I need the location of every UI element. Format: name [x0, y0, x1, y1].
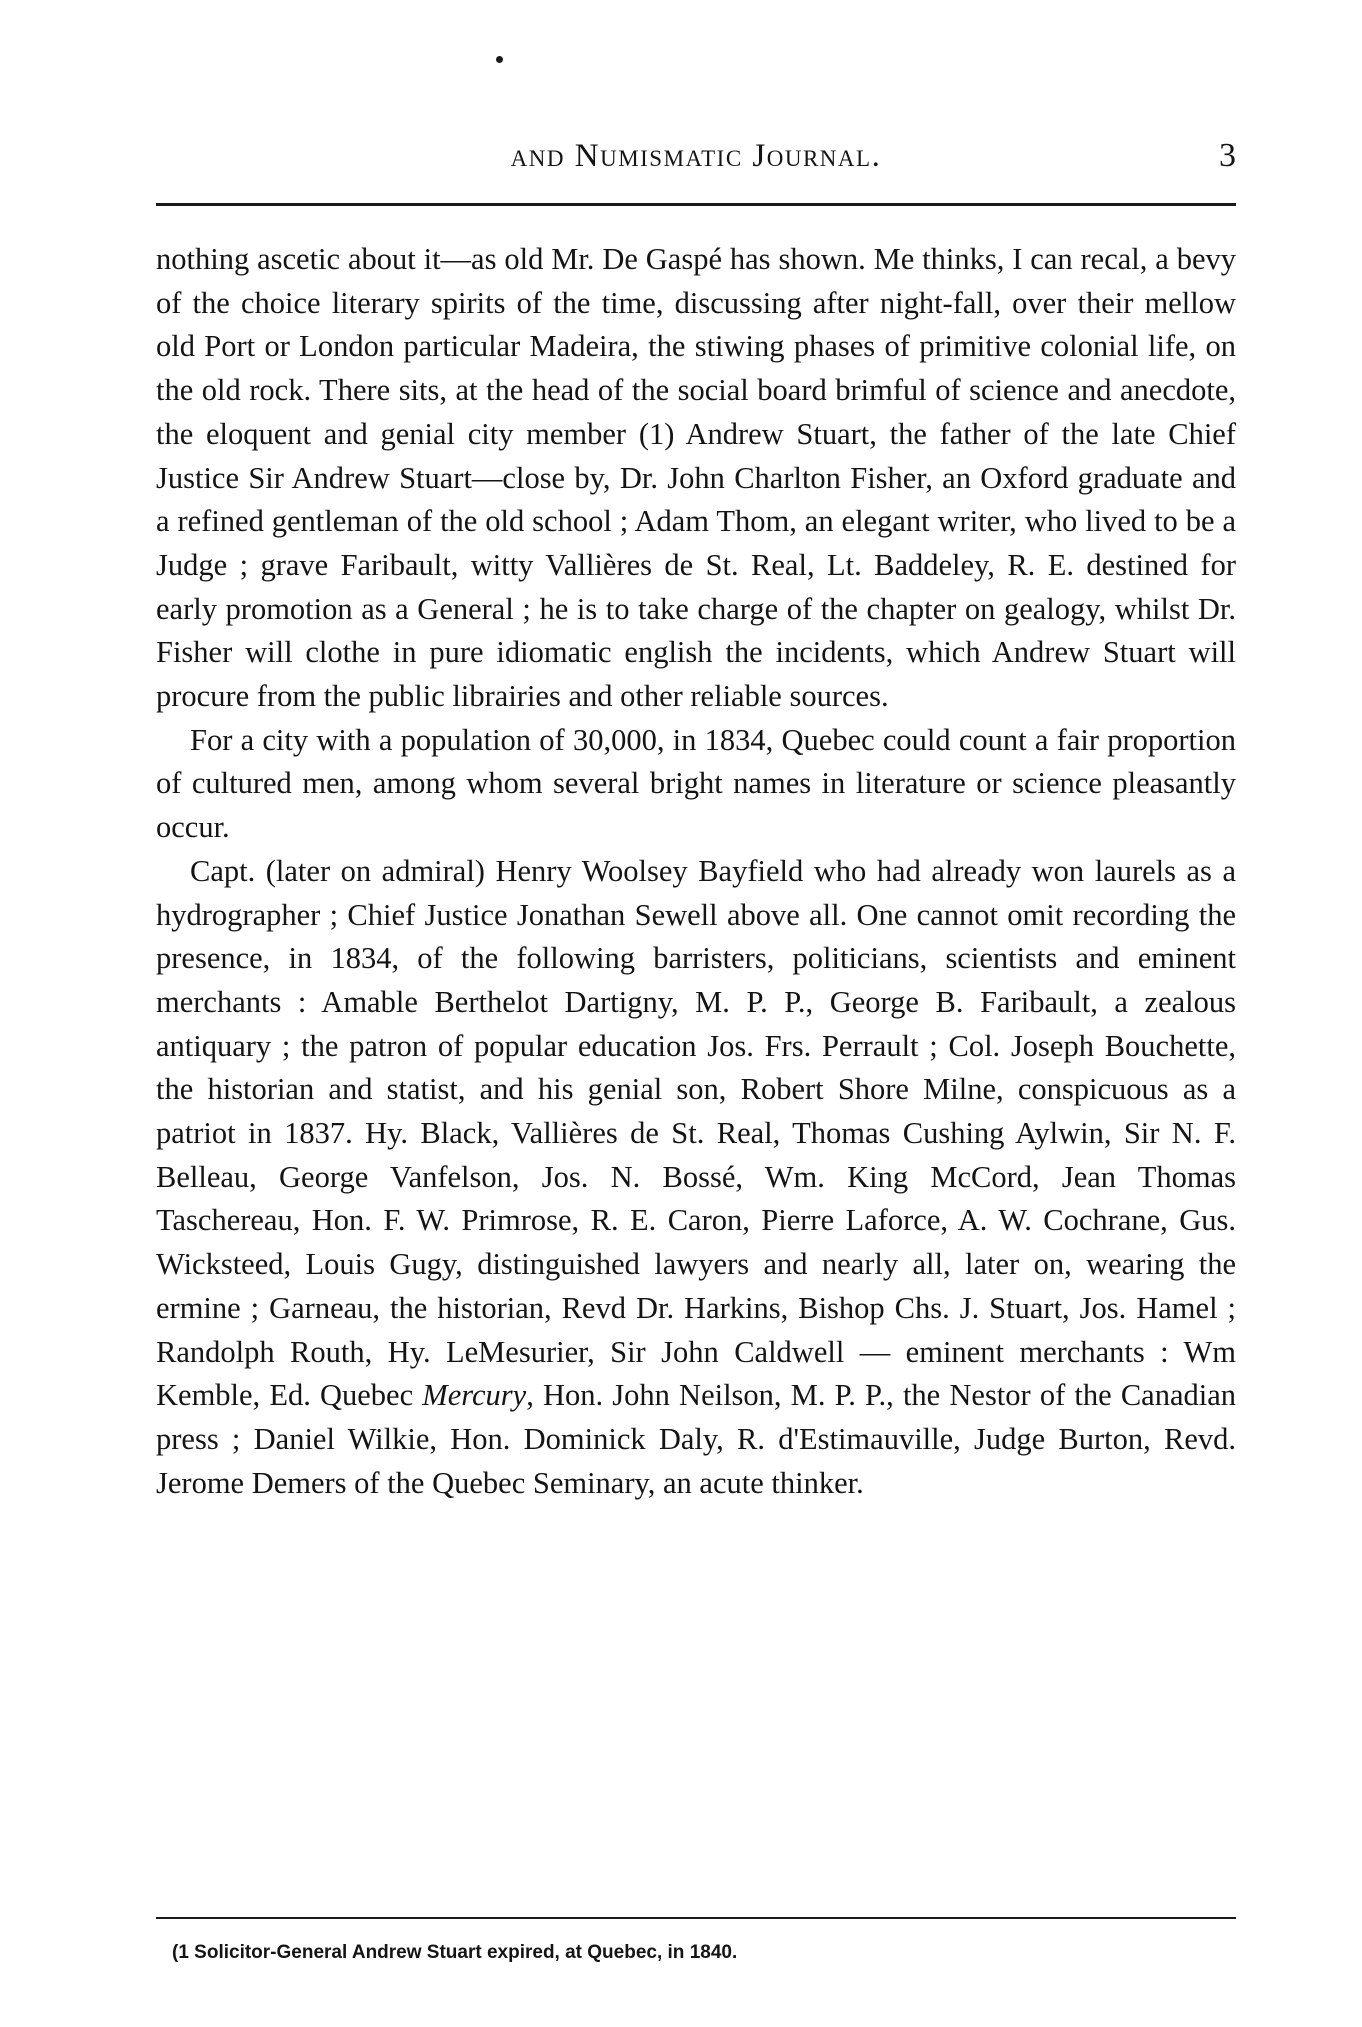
running-title: and Numismatic Journal. — [510, 138, 882, 174]
paragraph-3-part-a: Capt. (later on admiral) Henry Woolsey Bayfield who had already won laurels as a hydrographer ; Chief Justice Jonathan Sewell above all. One cannot omit recording the presence, in 1834, of the following barristers, politicians, scientists and eminent merchants : Amable Berthelot Dartigny, M. P. P., George B. Faribault, a zealous antiquary ; the patron of popular education Jos. Frs. Perrault ; Col. Joseph Bouchette, the historian and statist, and his genial son, Robert Shore Milne, conspicuous as a patriot in 1837. Hy. Black, Vallières de St. Real, Thomas Cushing Aylwin, Sir N. F. Belleau, George Vanfelson, Jos. N. Bossé, Wm. King McCord, Jean Thomas Taschereau, Hon. F. W. Primrose, R. E. Caron, Pierre Laforce, A. W. Cochrane, Gus. Wicksteed, Louis Gugy, distinguished lawyers and nearly all, later on, wearing the ermine ; Garneau, the historian, Revd Dr. Harkins, Bishop Chs. J. Stuart, Jos. Hamel ; Randolph Routh, Hy. LeMesurier, Sir John Caldwell — eminent merchants : Wm Kemble, Ed. Quebec — [156, 853, 1236, 1413]
footnote: (1 Solicitor-General Andrew Stuart expired, at Quebec, in 1840. — [172, 1942, 738, 1963]
paragraph-3 — [156, 850, 1236, 1506]
paragraph-1-part-b: Andrew Stuart, the father of the late Chief Justice Sir Andrew Stuart—close by, Dr. John Charlton Fisher, an Oxford graduate and a refined gentleman of the old school ; Adam Thom, an elegant writer, who lived to be a Judge ; grave Faribault, witty Vallières de St. Real, Lt. Baddeley, R. E. destined for early promotion as a General ; he is to take charge of the chapter on gealogy, whilst Dr. Fisher will clothe in pure idiomatic english the incidents, which Andrew Stuart will procure from the public librairies and other reliable sources. — [156, 416, 1236, 714]
paragraph-3-part-b: , Hon. John Neilson, M. P. P., the Nestor of the Canadian press ; Daniel Wilkie, Hon. Dominick Daly, R. d'Estimauville, Judge Burton, Revd. Jerome Demers of the Quebec Seminary, an acute thinker. — [156, 1378, 1237, 1500]
paragraph-2: For a city with a population of 30,000, in 1834, Quebec could count a fair proportion of cultured men, among whom several bright names in literature or science pleasantly occur. — [156, 722, 1236, 845]
footnote-reference: (1) — [638, 416, 675, 451]
page-number: 3 — [1219, 137, 1236, 174]
ink-speck — [496, 56, 503, 63]
body-text — [156, 238, 1236, 1505]
header-rule — [156, 203, 1236, 206]
page-header — [156, 132, 1236, 180]
newspaper-title: Mercury — [422, 1378, 527, 1413]
paragraph-1 — [156, 238, 1236, 719]
paragraph-1-part-a: nothing ascetic about it—as old Mr. De Gaspé has shown. Me thinks, I can recal, a bevy of the choice literary spirits of the time, discussing after night-fall, over their mellow old Port or London particular Madeira, the stiwing phases of primitive colonial life, on the old rock. There sits, at the head of the social board brimful of science and anecdote, the eloquent and genial city member — [156, 242, 1236, 451]
footnote-rule — [156, 1917, 1236, 1919]
